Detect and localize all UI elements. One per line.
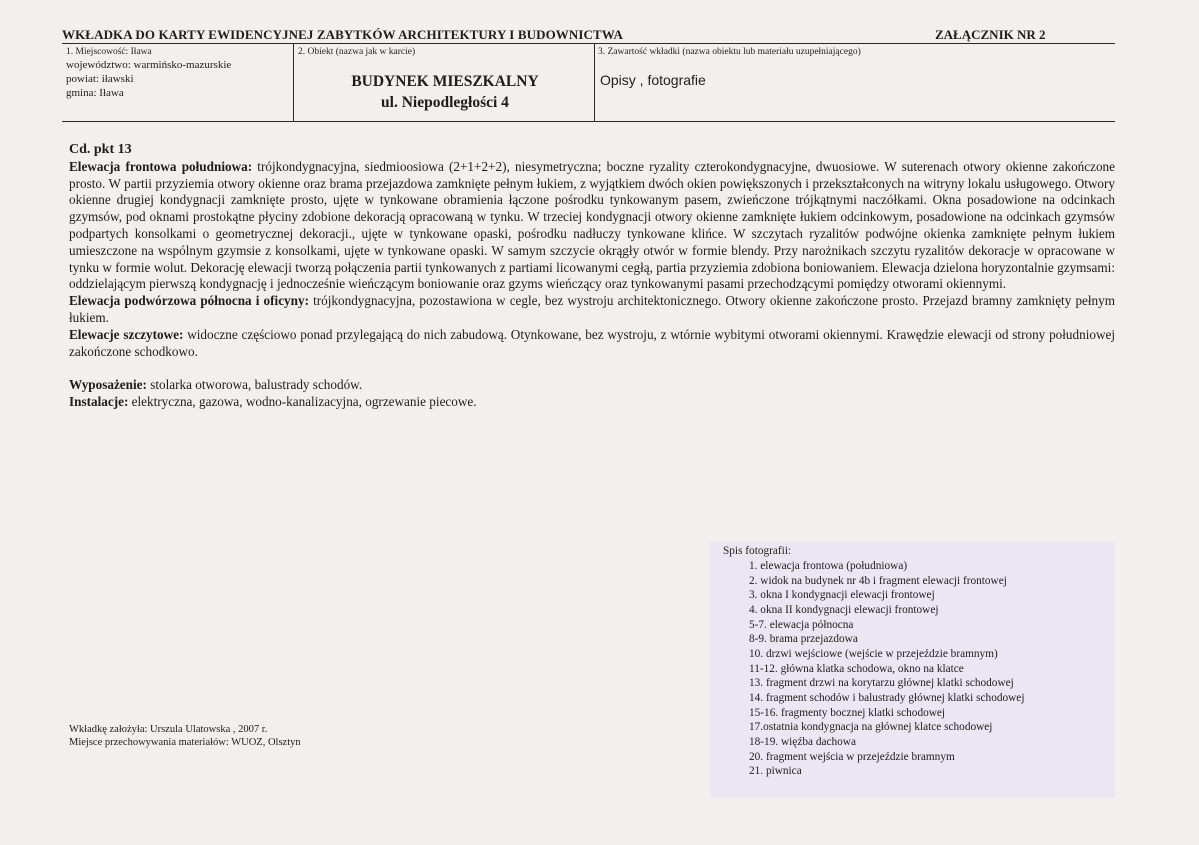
- photo-list-item: 13. fragment drzwi na korytarzu głównej klatki schodowej: [749, 677, 1014, 690]
- annex-number: ZAŁĄCZNIK NR 2: [935, 27, 1046, 42]
- north-elevation-heading: Elewacja podwórzowa północna i oficyny:: [69, 293, 309, 309]
- equipment-heading: Wyposażenie:: [69, 377, 147, 393]
- photo-list-item: 5-7. elewacja północna: [749, 618, 854, 631]
- photo-list: [749, 559, 1024, 779]
- photo-list-item: 2. widok na budynek nr 4b i fragment elewacji frontowej: [749, 574, 1007, 587]
- photo-list-item: 18-19. więźba dachowa: [749, 735, 856, 748]
- photo-list-item: 17.ostatnia kondygnacja na głównej klatce schodowej: [749, 721, 993, 734]
- photo-list-item: 10. drzwi wejściowe (wejście w przejeździe bramnym): [749, 647, 998, 660]
- location-details: [66, 58, 231, 100]
- photo-list-title: Spis fotografii:: [723, 545, 792, 557]
- header-bottom-rule: [62, 121, 1115, 122]
- gable-elevations-paragraph: [69, 327, 1115, 361]
- location-commune: gmina: Iława: [66, 87, 124, 99]
- object-label: 2. Obiekt (nazwa jak w karcie): [298, 47, 416, 57]
- installations-paragraph: [69, 394, 1115, 411]
- photo-list-item: 11-12. główna klatka schodowa, okno na klatce: [749, 662, 964, 675]
- equipment-paragraph: [69, 377, 1115, 394]
- contents-value: Opisy , fotografie: [600, 72, 706, 88]
- cell-divider-2: [594, 43, 595, 121]
- gable-elevations-heading: Elewacje szczytowe:: [69, 326, 184, 342]
- location-label: 1. Miejscowość: Iława: [66, 47, 152, 57]
- photo-list-item: 3. okna I kondygnacji elewacji frontowej: [749, 589, 935, 602]
- object-name: BUDYNEK MIESZKALNY: [351, 73, 539, 90]
- section-title: Cd. pkt 13: [69, 142, 132, 157]
- footer-notes: [69, 723, 301, 749]
- description-body: [69, 142, 1115, 411]
- south-elevation-text: trójkondygnacyjna, siedmioosiowa (2+1+2+2), niesymetryczna; boczne ryzality czterokondygnacyjne, dwuosiowe. W suterenach otwory okienne zakończone prosto. W partii przyziemia otwory okienne oraz brama przejazdowa zamknięte pełnym łukiem, z wyjątkiem dwóch okien powiększonych i przekształconych na witryny lokalu usługowego. Otwory okienne drugiej kondygnacji zamknięte prosto, ujęte w tynkowane obramienia łączone pośrodku tynkowanym pasem, zwieńczone trójkątnymi naczółkami. Okna posadowione na odcinkach gzymsów, pod oknami prostokątne płyciny zdobione dekoracją opracowaną w tynku. W trzeciej kondygnacji otwory okienne zamknięte łukiem odcinkowym, posadowione na odcinkach gzymsów podpartych konsolkami o geometrycznej dekoracji., ujęte w tynkowane opaski, pośrodku nadłuczy tynkowane klińce. W szczytach ryzalitów podwójne okienka zamknięte pełnym łukiem umieszczone na wspólnym gzymsie z konsolkami, ujęte w tynkowane opaski. W samym szczycie okrągły otwór w formie blendy. Przy narożnikach szczytu ryzalitów dekoracje w opracowane w tynku w formie wolut. Dekorację elewacji tworzą połączenia partii tynkowanych z partiami licowanymi cegłą, partia przyziemia zdobiona boniowaniem. Elewacja dzielona horyzontalnie gzymsami: oddzielającym pierwszą kondygnację i jednocześnie wieńczącym boniowanie oraz gzyms wieńczący oraz tynkowanymi pasami przechodzącymi pomiędzy otworami okiennymi.: [69, 158, 1116, 292]
- installations-text: elektryczna, gazowa, wodno-kanalizacyjna, ogrzewanie piecowe.: [128, 394, 477, 410]
- footer-author: Wkładkę założyła: Urszula Ulatowska , 2007 r.: [69, 724, 268, 735]
- cell-divider-1: [293, 43, 294, 121]
- location-voivodeship: województwo: warmińsko-mazurskie: [66, 59, 232, 71]
- footer-storage: Miejsce przechowywania materiałów: WUOZ, Olsztyn: [69, 737, 301, 748]
- photo-list-item: 1. elewacja frontowa (południowa): [749, 560, 908, 572]
- installations-heading: Instalacje:: [69, 394, 129, 410]
- photo-list-item: 4. okna II kondygnacji elewacji frontowej: [749, 603, 939, 616]
- gable-elevations-text: widoczne częściowo ponad przylegającą do nich zabudową. Otynkowane, bez wystroju, z wtórnie wybitymi otworami okiennymi. Krawędzie elewacji od strony południowej zakończone schodkowo.: [69, 326, 1115, 359]
- south-elevation-heading: Elewacja frontowa południowa:: [69, 158, 253, 174]
- photo-list-item: 20. fragment wejścia w przejeździe bramnym: [749, 750, 955, 763]
- photo-list-item: 21. piwnica: [749, 765, 802, 778]
- location-county: powiat: iławski: [66, 73, 134, 85]
- header-top-rule: [62, 43, 1115, 44]
- photo-list-item: 8-9. brama przejazdowa: [749, 633, 858, 646]
- contents-label: 3. Zawartość wkładki (nazwa obiektu lub materiału uzupełniającego): [598, 47, 861, 57]
- photo-list-item: 14. fragment schodów i balustrady głównej klatki schodowej: [749, 691, 1025, 704]
- photo-list-item: 15-16. fragmenty bocznej klatki schodowej: [749, 706, 946, 719]
- equipment-text: stolarka otworowa, balustrady schodów.: [146, 377, 363, 393]
- form-title: WKŁADKA DO KARTY EWIDENCYJNEJ ZABYTKÓW ARCHITEKTURY I BUDOWNICTWA: [62, 27, 623, 42]
- object-address: ul. Niepodległości 4: [381, 94, 509, 111]
- south-elevation-paragraph: [69, 159, 1115, 293]
- north-elevation-text: trójkondygnacyjna, pozostawiona w cegle, bez wystroju architektonicznego. Otwory okienne zakończone prosto. Przejazd bramny zamknięty pełnym łukiem.: [69, 293, 1115, 325]
- north-elevation-paragraph: [69, 293, 1115, 327]
